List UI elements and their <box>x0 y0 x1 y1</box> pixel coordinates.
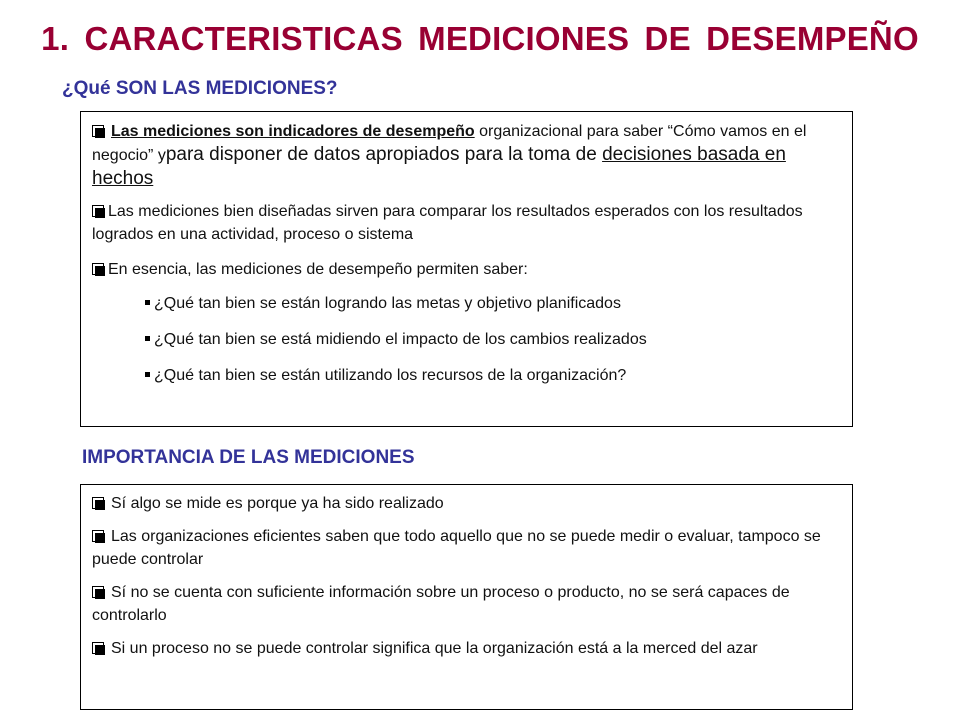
sub-item-resources <box>145 365 840 387</box>
definition-underlined-text: Las mediciones son indicadores de desempeño <box>111 123 475 140</box>
list-item-importance <box>92 581 840 627</box>
definition-text-a: organizacional para saber “Cómo vamos en el negocio” y <box>92 123 807 164</box>
checkbox-bullet-icon <box>92 263 104 275</box>
list-item-purpose <box>92 200 840 246</box>
importance-text: Las organizaciones eficientes saben que todo aquello que no se puede medir o evaluar, tampoco se puede controlar <box>92 528 821 568</box>
importance-text: Sí algo se mide es porque ya ha sido realizado <box>111 495 444 512</box>
definition-underlined-decisions: decisiones basada en hechos <box>92 144 786 189</box>
list-item-importance <box>92 525 840 571</box>
list-item-importance <box>92 637 840 660</box>
importance-box <box>80 484 853 710</box>
essence-text: En esencia, las mediciones de desempeño permiten saber: <box>108 261 528 278</box>
checkbox-bullet-icon <box>92 642 104 654</box>
checkbox-bullet-icon <box>92 586 104 598</box>
slide-title: 1. CARACTERISTICAS MEDICIONES DE DESEMPEÑO <box>41 20 919 57</box>
list-item-essence <box>92 258 840 281</box>
sub-item-impact <box>145 329 840 351</box>
checkbox-bullet-icon <box>92 125 104 137</box>
list-item-definition <box>92 120 840 191</box>
checkbox-bullet-icon <box>92 205 104 217</box>
sub-item-text: ¿Qué tan bien se están utilizando los recursos de la organización? <box>154 367 627 384</box>
sub-item-text: ¿Qué tan bien se está midiendo el impacto de los cambios realizados <box>154 331 647 348</box>
sub-item-goals <box>145 293 840 315</box>
importance-text: Si un proceso no se puede controlar significa que la organización está a la merced del azar <box>111 640 758 657</box>
square-bullet-icon <box>145 372 150 377</box>
square-bullet-icon <box>145 300 150 305</box>
section-heading-importancia: IMPORTANCIA DE LAS MEDICIONES <box>82 447 415 468</box>
checkbox-bullet-icon <box>92 530 104 542</box>
sub-item-text: ¿Qué tan bien se están logrando las metas y objetivo planificados <box>154 295 621 312</box>
square-bullet-icon <box>145 336 150 341</box>
checkbox-bullet-icon <box>92 497 104 509</box>
importance-text: Sí no se cuenta con suficiente información sobre un proceso o producto, no se será capaces de controlarlo <box>92 584 790 624</box>
definitions-box <box>80 111 853 427</box>
section-heading-que-son: ¿Qué SON LAS MEDICIONES? <box>62 78 338 99</box>
definition-text-b: para disponer de datos apropiados para la toma de <box>165 144 603 165</box>
list-item-importance <box>92 492 840 515</box>
purpose-text: Las mediciones bien diseñadas sirven para comparar los resultados esperados con los resultados logrados en una actividad, proceso o sistema <box>92 203 803 243</box>
